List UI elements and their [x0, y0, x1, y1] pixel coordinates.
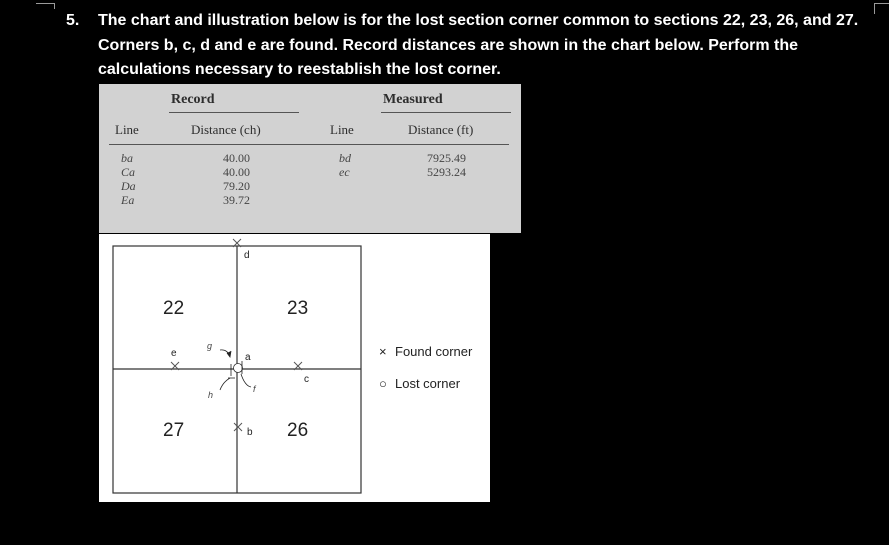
table-group-record: Record	[171, 92, 215, 107]
question-number: 5.	[66, 12, 80, 29]
table-cell: 7925.49	[427, 151, 466, 165]
section-label-23: 23	[287, 298, 309, 319]
corner-label-e: e	[171, 348, 177, 359]
distance-table	[99, 84, 521, 233]
table-cell: 5293.24	[427, 165, 466, 179]
table-rule	[169, 112, 299, 113]
table-cell: bd	[339, 151, 351, 165]
table-cell: 39.72	[223, 193, 250, 207]
table-col-distance-ft: Distance (ft)	[408, 122, 474, 137]
table-cell: ba	[121, 151, 133, 165]
question-line: calculations necessary to reestablish the lost corner.	[98, 61, 501, 78]
offset-label-h: h	[208, 390, 214, 400]
legend-label: Found corner	[395, 344, 473, 359]
corner-label-b: b	[247, 427, 253, 438]
question-line: Corners b, c, d and e are found. Record distances are shown in the chart below. Perform the	[98, 36, 798, 54]
table-cell: 40.00	[223, 165, 250, 179]
table-col-line: Line	[115, 122, 139, 137]
legend-found-corner	[379, 344, 472, 359]
section-label-27: 27	[163, 420, 185, 441]
section-diagram	[99, 234, 490, 502]
table-cell: 79.20	[223, 179, 250, 193]
table-cell: Da	[121, 179, 136, 193]
corner-label-c: c	[304, 374, 309, 385]
table-cell: Ea	[121, 193, 135, 207]
question-text	[98, 9, 878, 83]
section-diagram-lines	[99, 234, 490, 502]
corner-label-d: d	[244, 250, 250, 261]
section-label-26: 26	[287, 420, 309, 441]
table-cell: 40.00	[223, 151, 250, 165]
table-header-rule	[109, 144, 509, 145]
page-corner-mark-left	[36, 3, 55, 9]
question-line: The chart and illustration below is for the lost section corner common to sections 22, 23, 26, and 27.	[98, 12, 859, 29]
legend-lost-corner	[379, 376, 460, 391]
table-col-line: Line	[330, 122, 354, 137]
section-label-22: 22	[163, 298, 185, 319]
legend-label: Lost corner	[395, 376, 461, 391]
corner-label-a: a	[245, 352, 251, 363]
offset-label-g: g	[207, 341, 213, 351]
table-cell: Ca	[121, 165, 136, 179]
table-col-distance-ch: Distance (ch)	[191, 122, 261, 137]
lost-corner-icon: ○	[379, 376, 387, 391]
found-corner-icon: ×	[379, 344, 387, 359]
table-group-measured: Measured	[383, 92, 443, 107]
offset-label-f: f	[253, 384, 256, 394]
table-cell: ec	[339, 165, 350, 179]
table-rule	[381, 112, 511, 113]
